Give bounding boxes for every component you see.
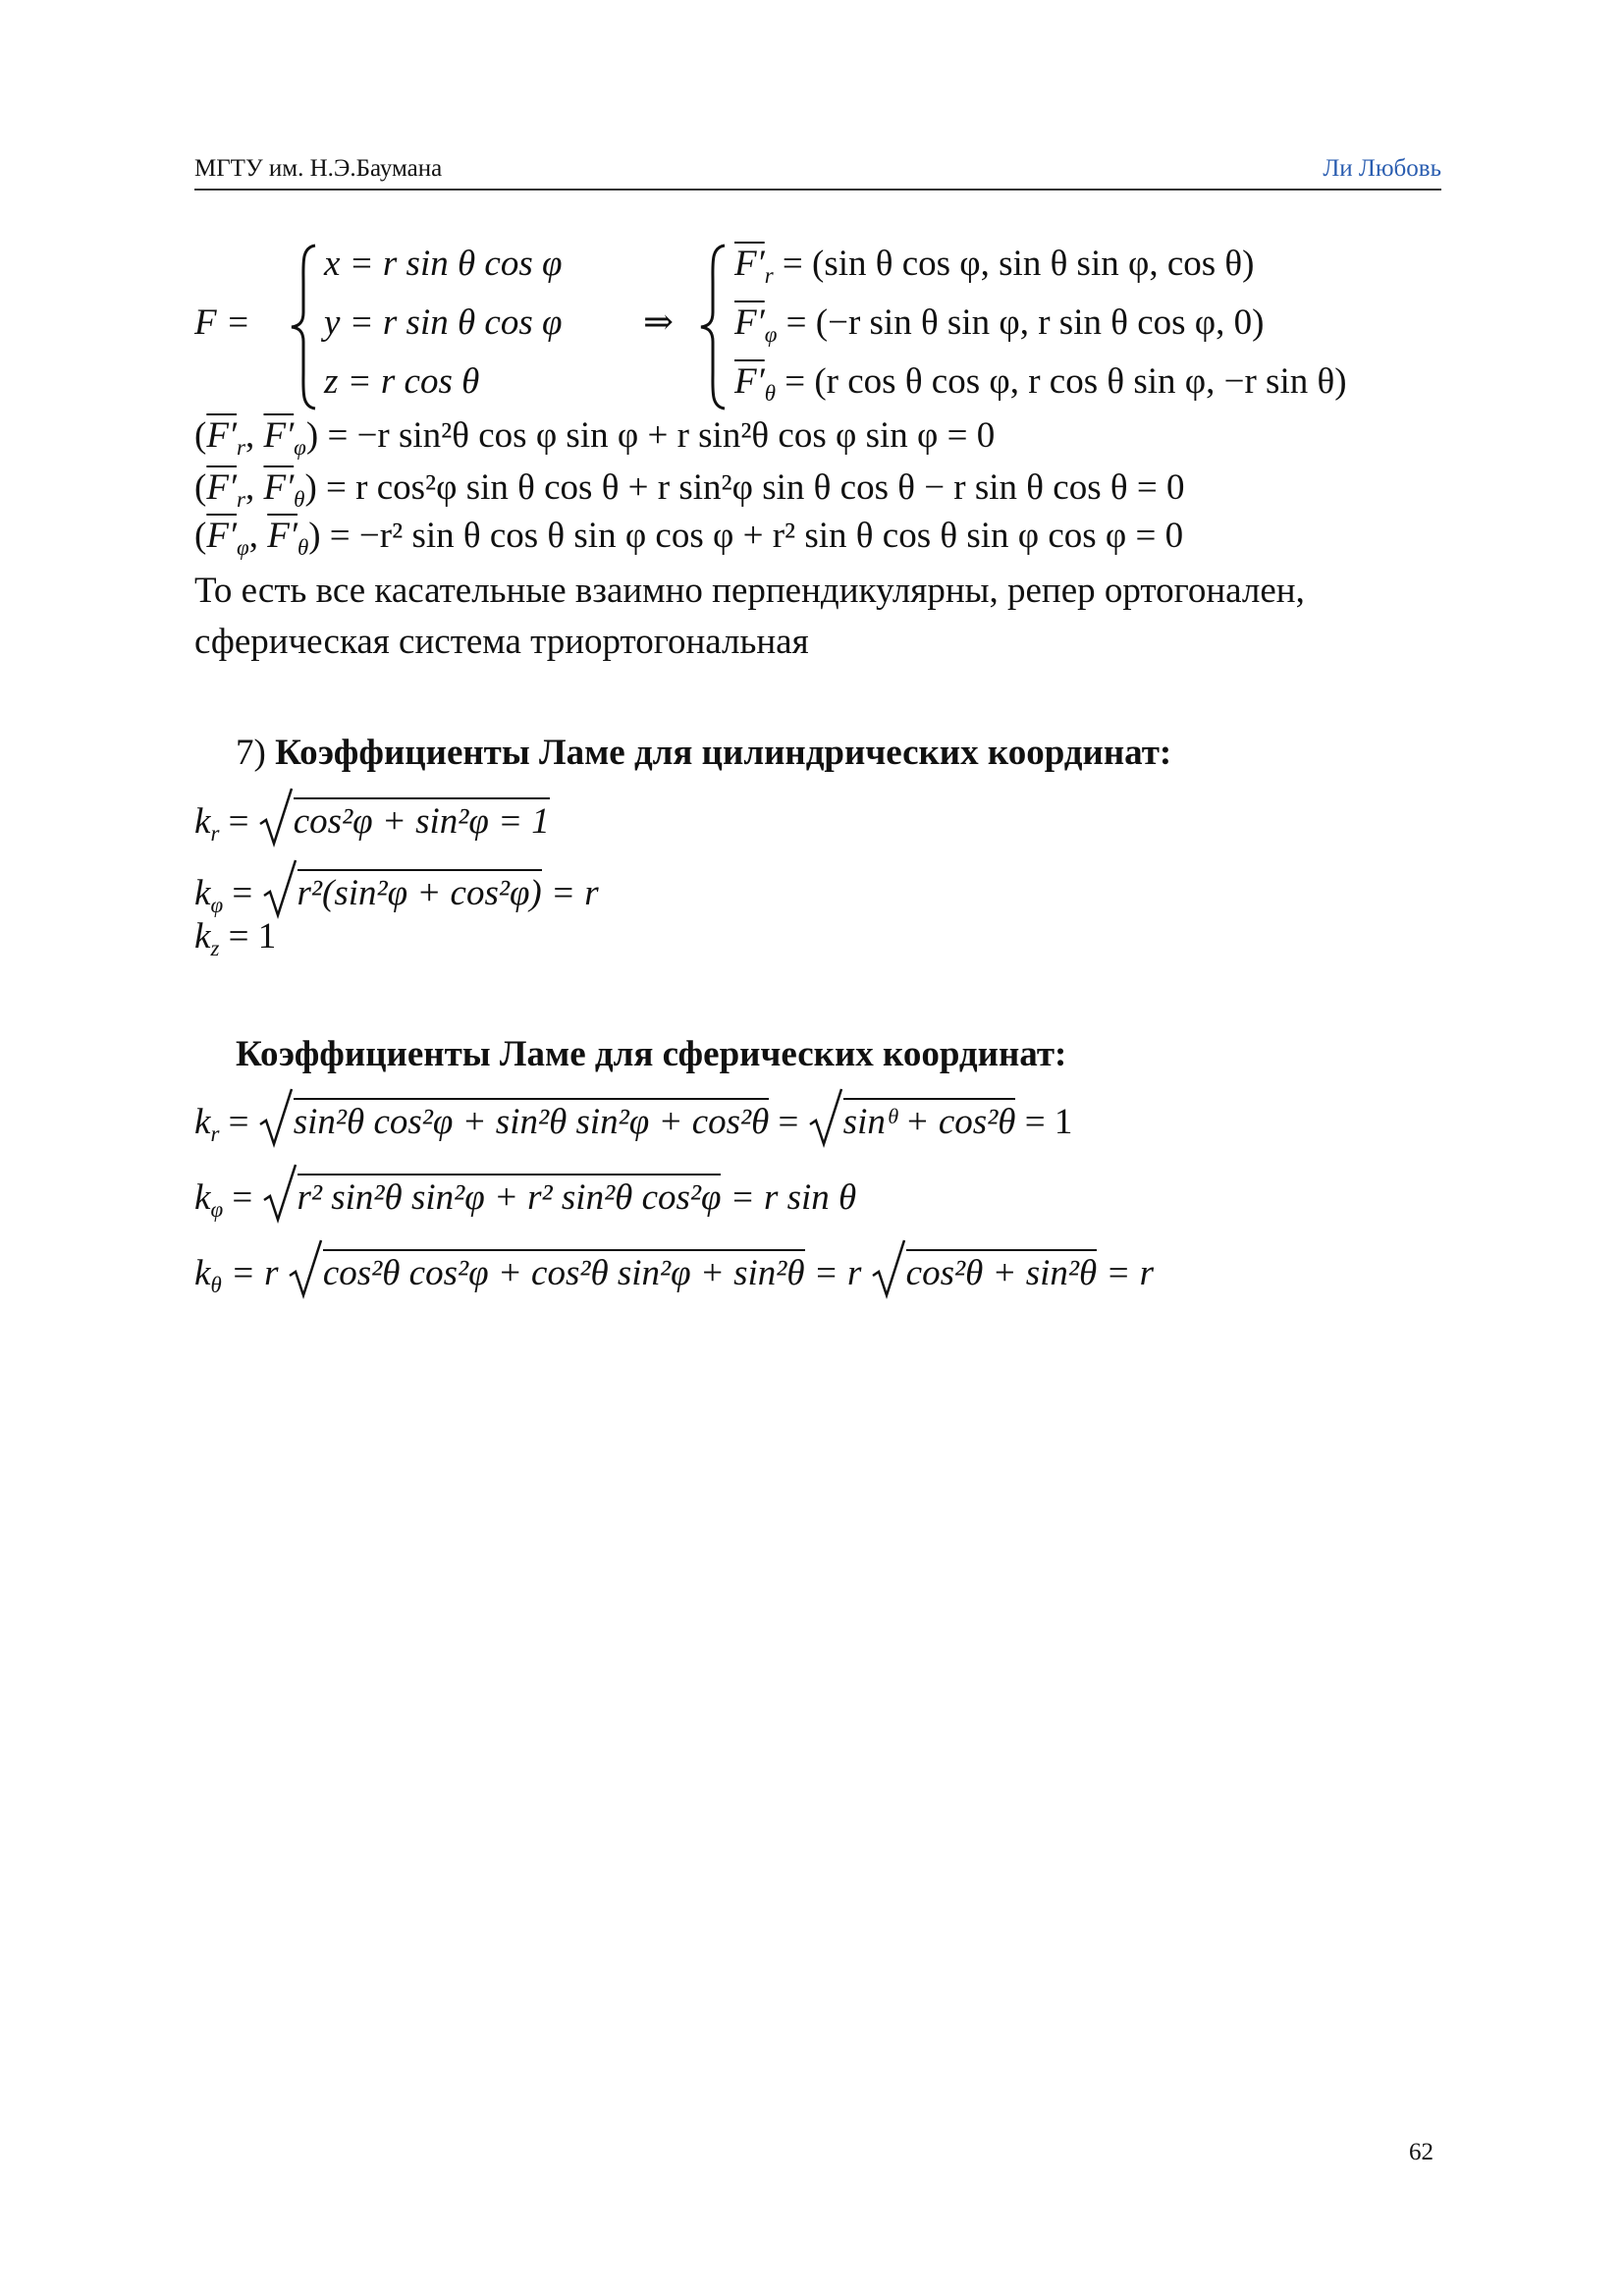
conclusion-line-2: сферическая система триортогональная — [194, 622, 809, 662]
lame-sph-kr: $k_r$ = sin²θ cos²φ + sin²θ sin²φ + cos²θ = sinᶿ + cos²θ = 1 — [194, 1098, 1072, 1140]
radical-icon — [258, 787, 294, 847]
radical-icon — [871, 1238, 906, 1299]
implies-arrow: ⇒ — [643, 302, 675, 343]
right-brace-icon — [699, 244, 729, 410]
lame-cyl-kr: $k_r$ = cos²φ + sin²φ = 1 — [194, 797, 550, 840]
radical-icon — [262, 858, 298, 919]
radical-icon — [808, 1087, 843, 1148]
section-heading-cylindrical: 7) Коэффициенты Ламе для цилиндрических координат: — [236, 733, 1172, 773]
system-row-y: y = r sin θ cos φ — [324, 302, 563, 343]
deriv-row-r: $F'_r = (\sin$ θ cos φ, sin θ sin φ, cos θ) — [734, 244, 1255, 289]
running-header — [194, 153, 1441, 191]
system-row-x: x = r sin θ cos φ — [324, 244, 563, 284]
system-row-z: z = r cos θ — [324, 361, 480, 402]
lame-sph-kphi: $k_\varphi$ = r² sin²θ sin²φ + r² sin²θ cos²φ = r sin θ — [194, 1174, 856, 1216]
dot-product-r-phi: ($F'_r$, $F'_\varphi) = -r$ sin²θ cos φ sin φ + r sin²θ cos φ sin φ = 0 — [194, 415, 996, 461]
radical-icon — [262, 1163, 298, 1224]
sqrt: cos²θ + sin²θ — [871, 1249, 1098, 1291]
deriv-row-theta: $F'_\theta = (r$ cos θ cos φ, r cos θ sin φ, −r sin θ) — [734, 361, 1347, 407]
conclusion-line-1: То есть все касательные взаимно перпендикулярны, репер ортогонален, — [194, 571, 1305, 611]
dot-product-r-theta: ($F'_r$, $F'_\theta) = r$ cos²φ sin θ cos θ + r sin²φ sin θ cos θ − r sin θ cos θ = 0 — [194, 467, 1185, 513]
sqrt: sinᶿ + cos²θ — [808, 1098, 1016, 1140]
left-brace-icon — [290, 244, 319, 410]
lame-cyl-kz: $k_z = 1$ — [194, 916, 277, 961]
radical-icon — [288, 1238, 323, 1299]
system-lhs: F = — [194, 302, 250, 343]
sqrt: r² sin²θ sin²φ + r² sin²θ cos²φ — [262, 1174, 722, 1216]
sqrt: cos²θ cos²φ + cos²θ sin²φ + sin²θ — [288, 1249, 805, 1291]
page-number: 62 — [1409, 2139, 1434, 2165]
section-heading-spherical: Коэффициенты Ламе для сферических координат: — [236, 1034, 1067, 1074]
sqrt: r²(sin²φ + cos²φ) — [262, 869, 542, 911]
lame-sph-ktheta: $k_\theta = r$ cos²θ cos²φ + cos²θ sin²φ + sin²θ = r cos²θ + sin²θ = r — [194, 1249, 1154, 1291]
sqrt: sin²θ cos²φ + sin²θ sin²φ + cos²θ — [258, 1098, 770, 1140]
sqrt: cos²φ + sin²φ = 1 — [258, 797, 550, 840]
deriv-row-phi: $F'_\varphi = (-r$ sin θ sin φ, r sin θ cos φ, 0) — [734, 302, 1265, 348]
lame-cyl-kphi: $k_\varphi$ = r²(sin²φ + cos²φ) = r — [194, 869, 599, 911]
header-author: Ли Любовь — [1323, 155, 1441, 182]
header-institution: МГТУ им. Н.Э.Баумана — [194, 155, 443, 182]
dot-product-phi-theta: ($F'_\varphi$, $F'_\theta) = -r^2$ sin θ cos θ sin φ cos φ + r² sin θ cos θ sin φ cos φ = 0 — [194, 516, 1184, 561]
radical-icon — [258, 1087, 294, 1148]
